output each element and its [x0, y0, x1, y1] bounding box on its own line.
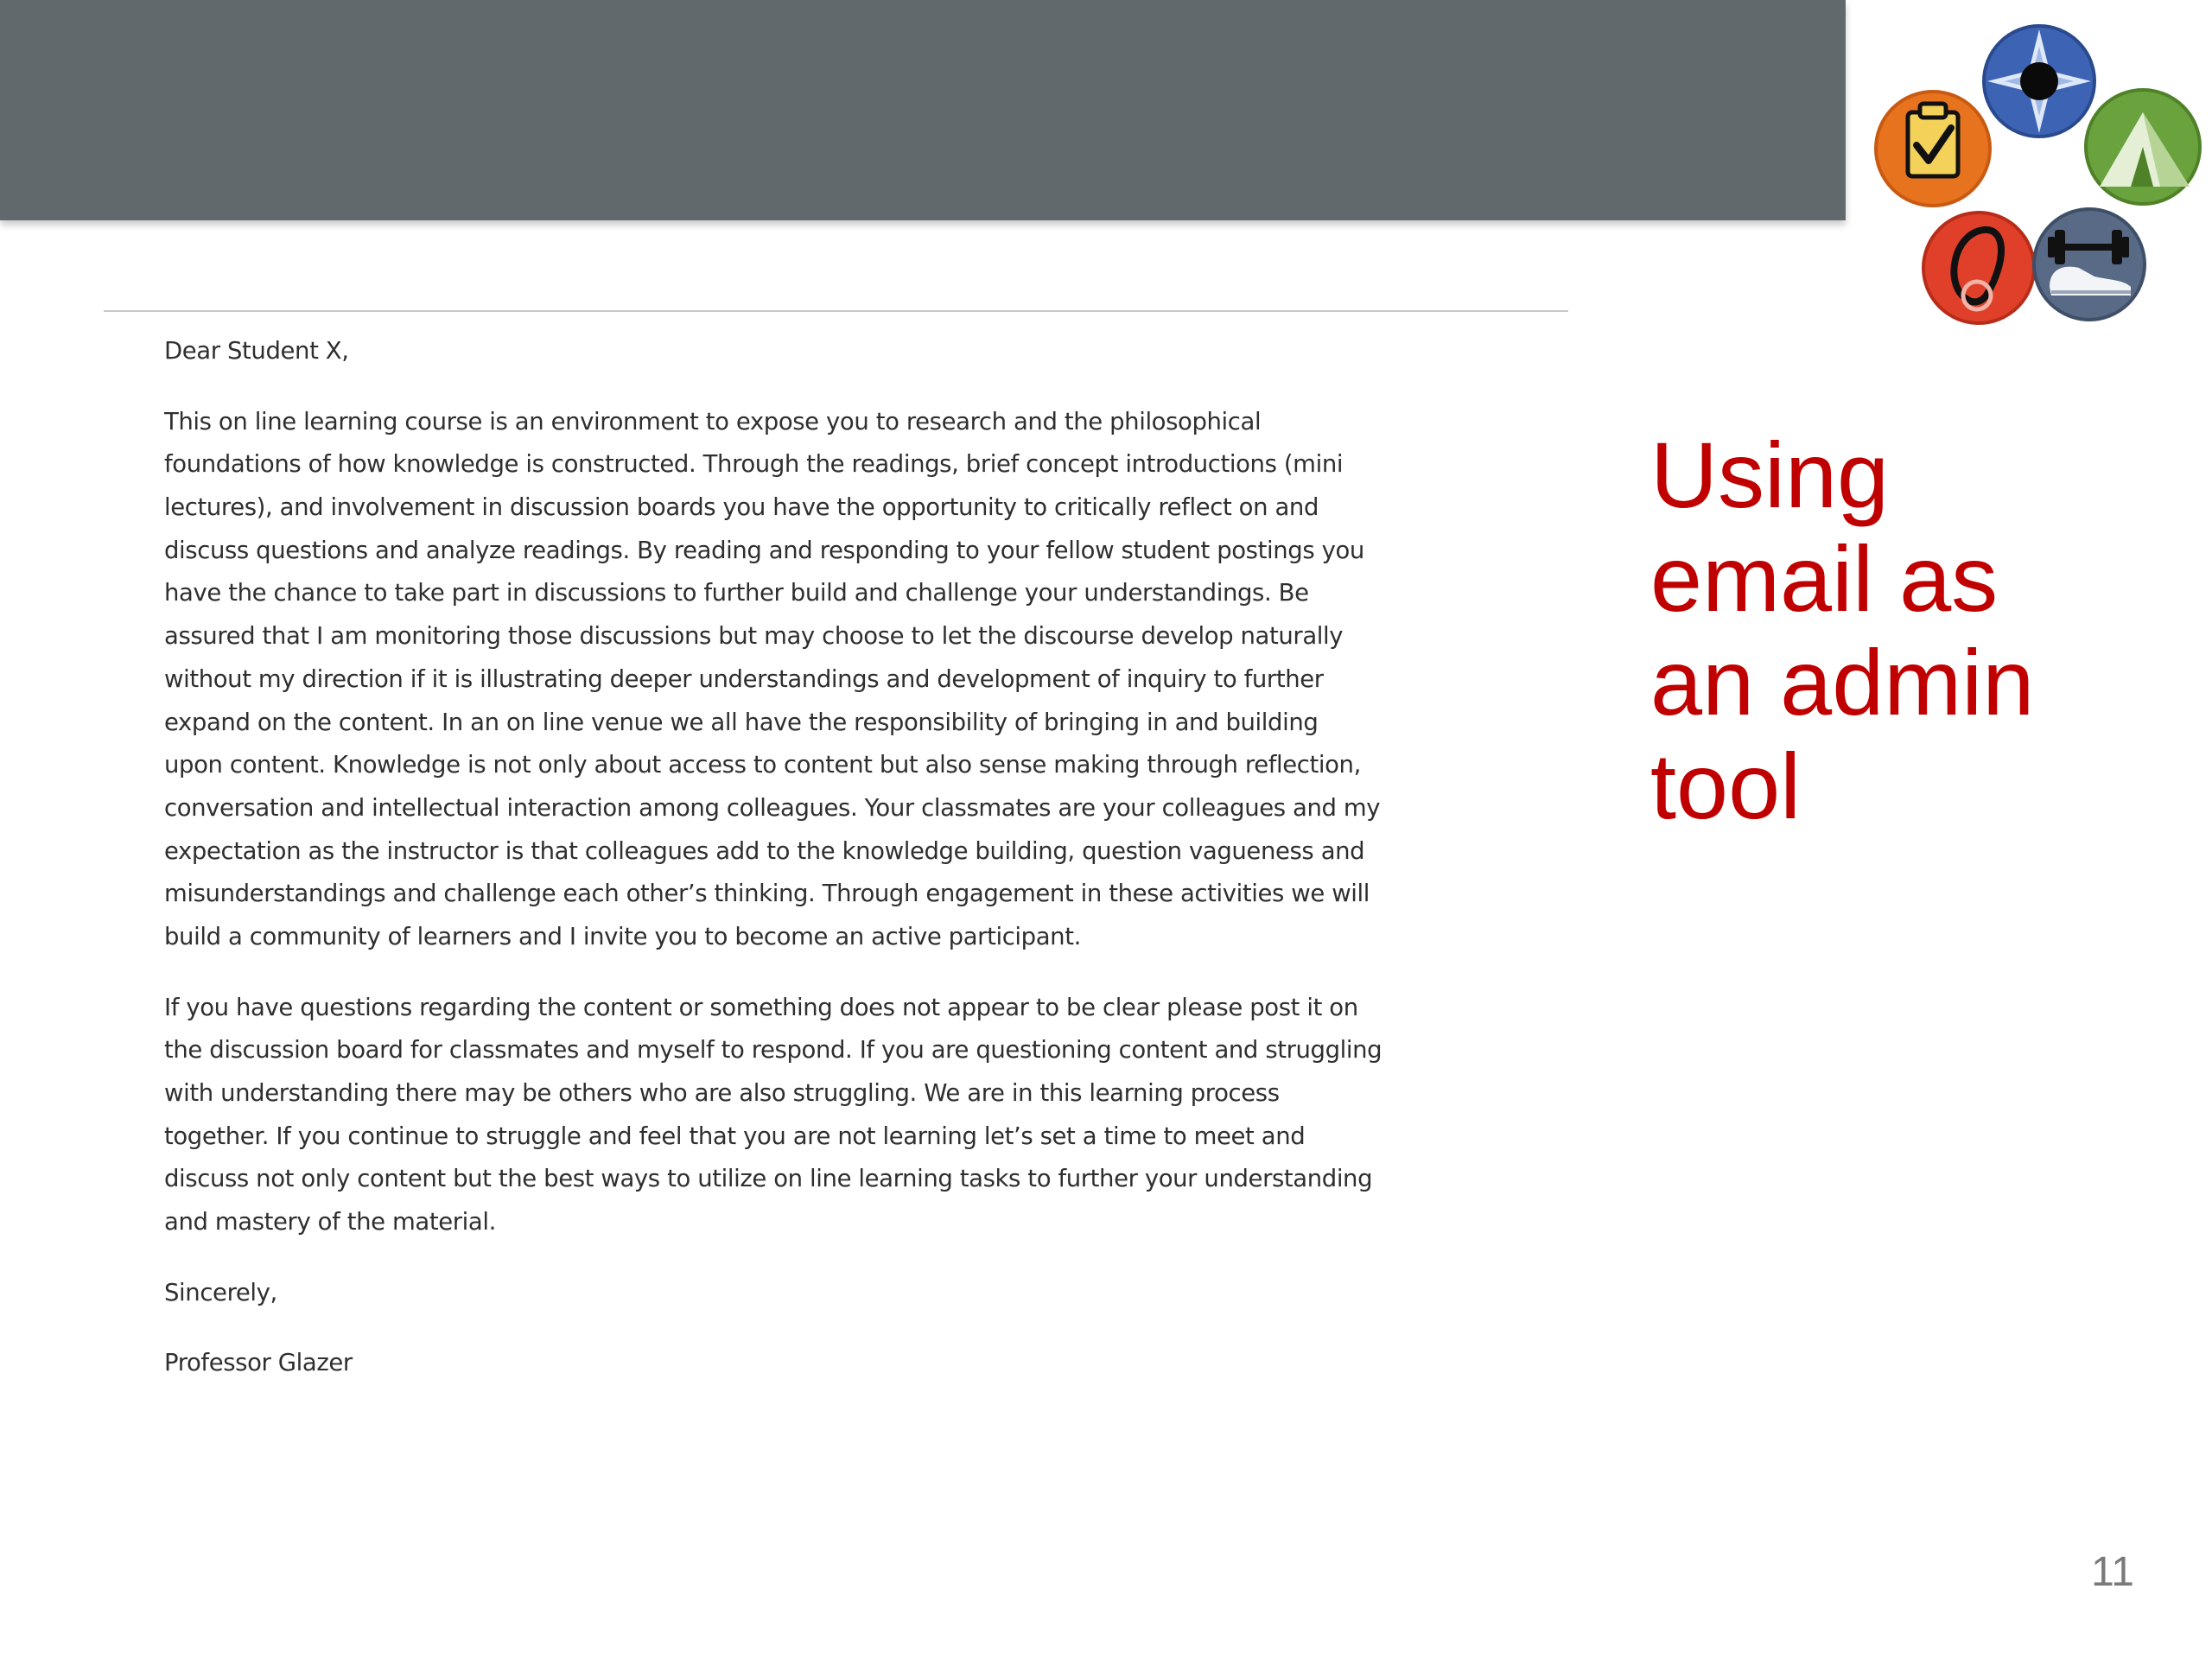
paragraph-line: misunderstandings and challenge each other’s thinking. Through engagement in these activities we will — [164, 880, 1370, 908]
clipboard-check-icon — [1876, 92, 1990, 206]
heading-line: tool — [1650, 734, 1802, 838]
letter-paragraph-1 — [164, 401, 1486, 959]
document-top-rule — [104, 310, 1568, 312]
paragraph-line: lectures), and involvement in discussion boards you have the opportunity to critically reflect on and — [164, 493, 1319, 522]
paragraph-line: with understanding there may be others who are also struggling. We are in this learning process — [164, 1079, 1280, 1107]
heading-line: email as — [1650, 526, 1999, 631]
activity-logo — [1858, 17, 2212, 337]
paragraph-line: build a community of learners and I invite you to become an active participant. — [164, 922, 1081, 950]
paragraph-line: assured that I am monitoring those discussions but may choose to let the discourse develop naturally — [164, 622, 1344, 651]
tent-icon — [2086, 90, 2200, 204]
sneaker-dumbbell-icon — [2034, 209, 2145, 320]
paragraph-line: foundations of how knowledge is constructed. Through the readings, brief concept introductions (mini — [164, 450, 1344, 479]
paragraph-line: conversation and intellectual interaction among colleagues. Your classmates are your colleagues and my — [164, 793, 1381, 822]
paragraph-line: together. If you continue to struggle and feel that you are not learning let’s set a time to meet and — [164, 1122, 1306, 1150]
paragraph-line: This on line learning course is an environment to expose you to research and the philosophical — [164, 407, 1262, 435]
paragraph-line: without my direction if it is illustrating deeper understandings and development of inquiry to further — [164, 664, 1324, 693]
paragraph-line: and mastery of the material. — [164, 1208, 496, 1236]
paragraph-line: discuss not only content but the best ways to utilize on line learning tasks to further your understanding — [164, 1165, 1373, 1193]
header-bar — [0, 0, 1846, 220]
slide-page-number: 11 — [2091, 1549, 2134, 1595]
letter-signature: Professor Glazer — [164, 1349, 353, 1377]
carabiner-icon — [1923, 213, 2034, 323]
paragraph-line: have the chance to take part in discussions to further build and challenge your understandings. Be — [164, 579, 1309, 607]
compass-icon — [1984, 26, 2094, 137]
paragraph-line: the discussion board for classmates and myself to respond. If you are questioning content and struggling — [164, 1036, 1382, 1065]
slide-heading — [1650, 423, 2134, 838]
letter-paragraph-2 — [164, 987, 1486, 1244]
letter-closing: Sincerely, — [164, 1278, 277, 1306]
paragraph-line: expectation as the instructor is that colleagues add to the knowledge building, question vagueness and — [164, 836, 1365, 865]
letter-image — [164, 330, 1486, 1385]
heading-line: an admin — [1650, 630, 2035, 734]
paragraph-line: expand on the content. In an on line venue we all have the responsibility of bringing in and building — [164, 708, 1319, 736]
paragraph-line: If you have questions regarding the content or something does not appear to be clear please post it on — [164, 993, 1358, 1021]
heading-line: Using — [1650, 423, 1890, 527]
letter-salutation: Dear Student X, — [164, 337, 349, 365]
paragraph-line: upon content. Knowledge is not only about access to content but also sense making through reflection, — [164, 751, 1361, 779]
paragraph-line: discuss questions and analyze readings. By reading and responding to your fellow student postings you — [164, 536, 1364, 564]
